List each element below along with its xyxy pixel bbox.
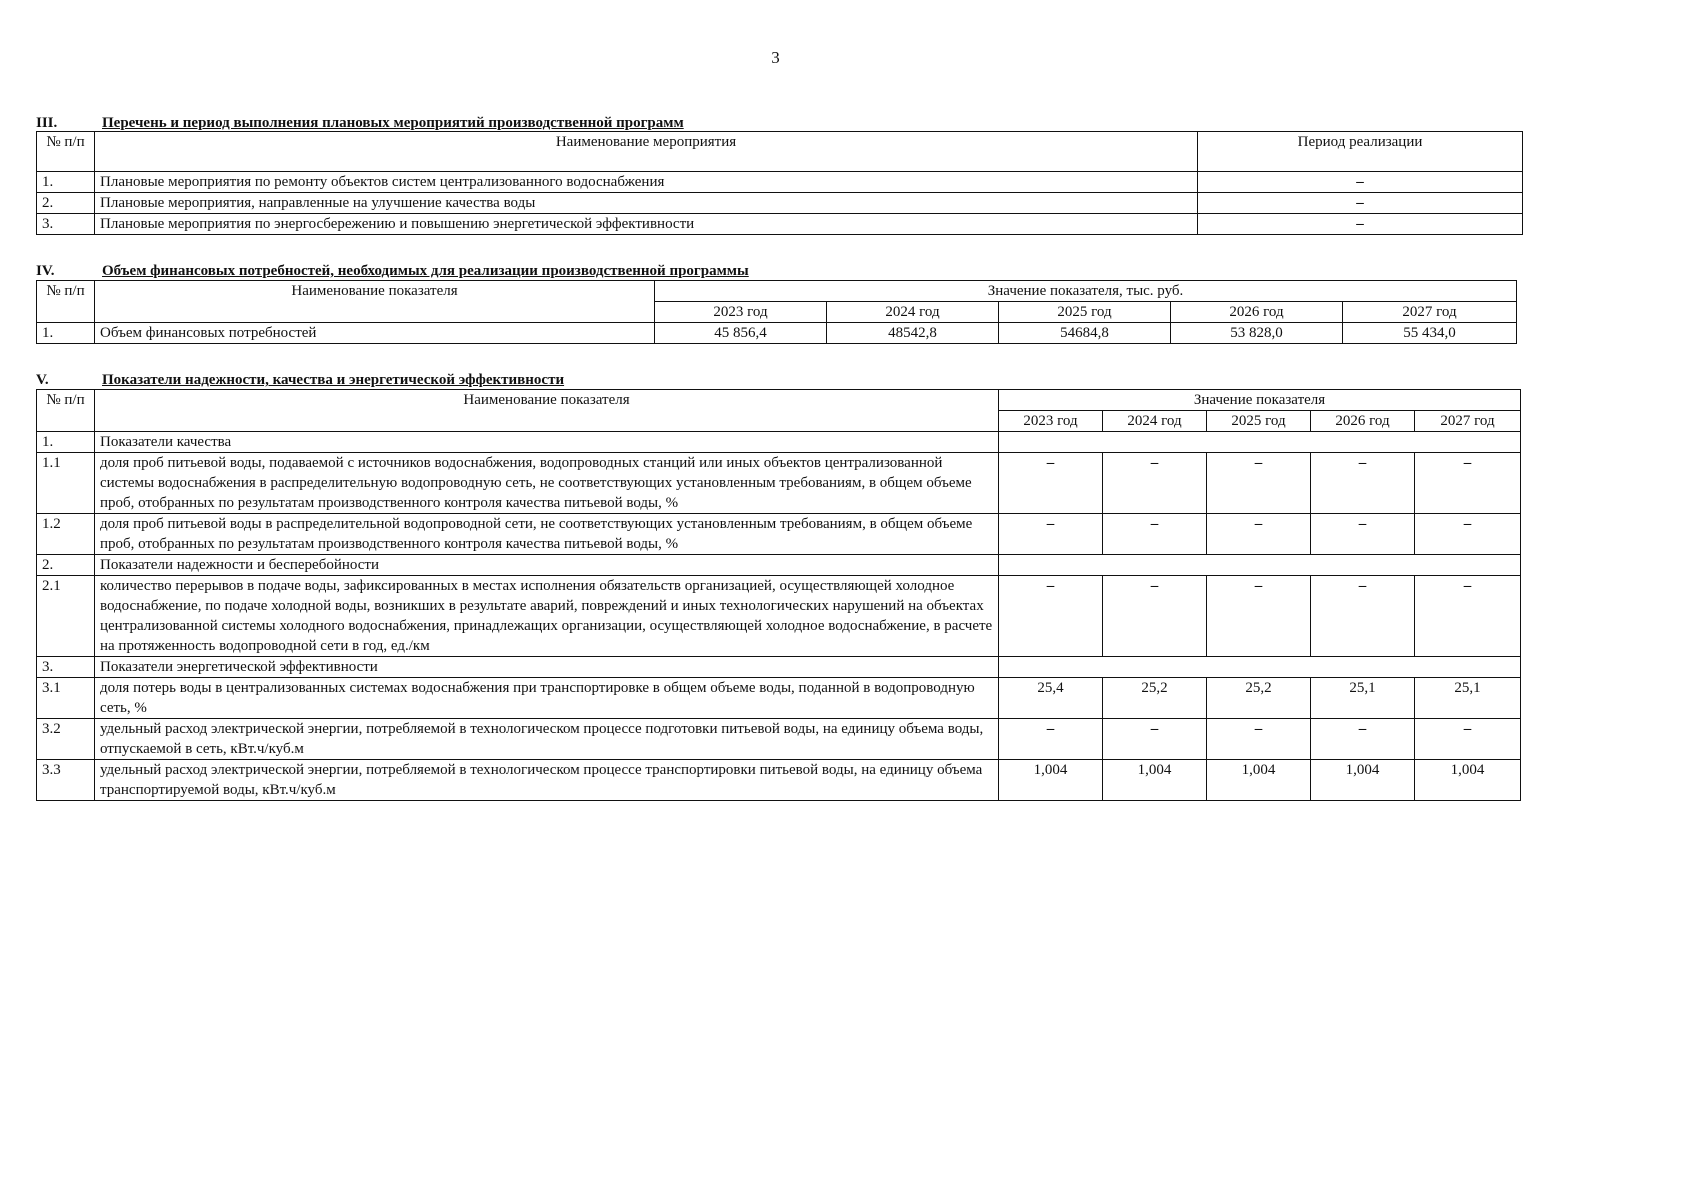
- activity-name: Плановые мероприятия, направленные на улучшение качества воды: [95, 193, 1198, 214]
- value-cell: 25,2: [1103, 678, 1207, 719]
- value-cell: 53 828,0: [1171, 323, 1343, 344]
- header-year: 2025 год: [1207, 411, 1311, 432]
- value-cell: –: [1207, 453, 1311, 514]
- header-indicator-name: Наименование показателя: [95, 390, 999, 432]
- group-values-empty: [999, 432, 1521, 453]
- value-cell: –: [1415, 576, 1521, 657]
- group-row: [37, 555, 1521, 576]
- group-values-empty: [999, 657, 1521, 678]
- header-no: № п/п: [37, 132, 95, 172]
- header-year: 2023 год: [999, 411, 1103, 432]
- indicators-table: [36, 389, 1521, 801]
- row-number: 1.: [37, 172, 95, 193]
- table-row: [37, 193, 1523, 214]
- table-row: [37, 678, 1521, 719]
- value-cell: –: [999, 453, 1103, 514]
- indicator-name: доля потерь воды в централизованных системах водоснабжения при транспортировке в общем объеме воды, поданной в водопроводную сеть, %: [95, 678, 999, 719]
- value-cell: 25,2: [1207, 678, 1311, 719]
- value-cell: 55 434,0: [1343, 323, 1517, 344]
- value-cell: 25,1: [1311, 678, 1415, 719]
- header-year: 2025 год: [999, 302, 1171, 323]
- value-cell: –: [1311, 514, 1415, 555]
- group-values-empty: [999, 555, 1521, 576]
- header-year: 2023 год: [655, 302, 827, 323]
- value-cell: 1,004: [1311, 760, 1415, 801]
- section-4-title: [36, 262, 749, 280]
- value-cell: –: [1207, 576, 1311, 657]
- value-cell: –: [999, 514, 1103, 555]
- indicator-name: количество перерывов в подаче воды, зафиксированных в местах исполнения обязательств организацией, осуществляющей холодное водоснабжение, по подаче холодной воды, возникших в результате аварий, повреждений и иных технологических нарушений на объектах централизованной системы холодного водоснабжения, принадлежащих организации, осуществляющей холодное водоснабжение, в расчете на протяженность водопроводной сети в год, ед./км: [95, 576, 999, 657]
- value-cell: 25,1: [1415, 678, 1521, 719]
- group-row: [37, 432, 1521, 453]
- group-name: Показатели надежности и бесперебойности: [95, 555, 999, 576]
- table-row: [37, 576, 1521, 657]
- header-activity-name: Наименование мероприятия: [95, 132, 1198, 172]
- value-cell: –: [1103, 514, 1207, 555]
- row-number: 2.: [37, 193, 95, 214]
- value-cell: 54684,8: [999, 323, 1171, 344]
- value-cell: 48542,8: [827, 323, 999, 344]
- value-cell: 25,4: [999, 678, 1103, 719]
- value-cell: –: [999, 576, 1103, 657]
- row-number: 3.: [37, 214, 95, 235]
- section-4-number: IV.: [36, 263, 55, 279]
- value-cell: –: [1415, 514, 1521, 555]
- section-5-heading: Показатели надежности, качества и энергетической эффективности: [102, 372, 565, 388]
- header-period: Период реализации: [1198, 132, 1523, 172]
- table-row: [37, 760, 1521, 801]
- value-cell: –: [1311, 719, 1415, 760]
- value-cell: –: [999, 719, 1103, 760]
- row-number: 3.2: [37, 719, 95, 760]
- indicator-name: доля проб питьевой воды в распределительной водопроводной сети, не соответствующих установленным требованиям, в общем объеме проб, отобранных по результатам производственного контроля качества питьевой воды, %: [95, 514, 999, 555]
- table-row: [37, 323, 1517, 344]
- header-year: 2027 год: [1343, 302, 1517, 323]
- row-number: 1.2: [37, 514, 95, 555]
- activities-table: [36, 131, 1523, 235]
- value-cell: –: [1415, 719, 1521, 760]
- value-cell: –: [1103, 719, 1207, 760]
- header-year: 2024 год: [827, 302, 999, 323]
- activity-name: Плановые мероприятия по ремонту объектов систем централизованного водоснабжения: [95, 172, 1198, 193]
- activity-period: –: [1198, 193, 1523, 214]
- value-cell: –: [1415, 453, 1521, 514]
- header-value-group: Значение показателя, тыс. руб.: [655, 281, 1517, 302]
- header-year: 2024 год: [1103, 411, 1207, 432]
- group-name: Показатели качества: [95, 432, 999, 453]
- financial-needs-table: [36, 280, 1517, 344]
- header-no: № п/п: [37, 390, 95, 432]
- table-row: [37, 453, 1521, 514]
- value-cell: –: [1103, 453, 1207, 514]
- indicator-name: удельный расход электрической энергии, потребляемой в технологическом процессе транспортировки питьевой воды, на единицу объема транспортируемой воды, кВт.ч/куб.м: [95, 760, 999, 801]
- table-row: [37, 172, 1523, 193]
- header-no: № п/п: [37, 281, 95, 323]
- indicator-name: удельный расход электрической энергии, потребляемой в технологическом процессе подготовки питьевой воды, на единицу объема воды, отпускаемой в сеть, кВт.ч/куб.м: [95, 719, 999, 760]
- value-cell: 1,004: [1207, 760, 1311, 801]
- activity-period: –: [1198, 214, 1523, 235]
- group-row: [37, 657, 1521, 678]
- header-value-group: Значение показателя: [999, 390, 1521, 411]
- section-3-title: [36, 114, 684, 132]
- activity-period: –: [1198, 172, 1523, 193]
- value-cell: –: [1207, 719, 1311, 760]
- indicator-name: Объем финансовых потребностей: [95, 323, 655, 344]
- row-number: 1.: [37, 432, 95, 453]
- row-number: 1.1: [37, 453, 95, 514]
- header-indicator-name: Наименование показателя: [95, 281, 655, 323]
- value-cell: 45 856,4: [655, 323, 827, 344]
- row-number: 3.3: [37, 760, 95, 801]
- section-5-number: V.: [36, 372, 49, 388]
- row-number: 2.: [37, 555, 95, 576]
- row-number: 3.: [37, 657, 95, 678]
- value-cell: –: [1311, 453, 1415, 514]
- section-4-heading: Объем финансовых потребностей, необходимых для реализации производственной программы: [102, 263, 749, 279]
- page-number: 3: [771, 48, 780, 67]
- value-cell: 1,004: [999, 760, 1103, 801]
- value-cell: –: [1311, 576, 1415, 657]
- section-5-title: [36, 371, 564, 389]
- value-cell: 1,004: [1103, 760, 1207, 801]
- row-number: 3.1: [37, 678, 95, 719]
- activity-name: Плановые мероприятия по энергосбережению и повышению энергетической эффективности: [95, 214, 1198, 235]
- table-row: [37, 214, 1523, 235]
- row-number: 1.: [37, 323, 95, 344]
- group-name: Показатели энергетической эффективности: [95, 657, 999, 678]
- header-year: 2027 год: [1415, 411, 1521, 432]
- header-year: 2026 год: [1311, 411, 1415, 432]
- indicator-name: доля проб питьевой воды, подаваемой с источников водоснабжения, водопроводных станций или иных объектов централизованной системы водоснабжения в распределительную водопроводную сеть, не соответствующих установленным требованиям, в общем объеме проб, отобранных по результатам производственного контроля качества питьевой воды, %: [95, 453, 999, 514]
- section-3-number: III.: [36, 115, 58, 131]
- header-year: 2026 год: [1171, 302, 1343, 323]
- row-number: 2.1: [37, 576, 95, 657]
- table-row: [37, 719, 1521, 760]
- section-3-heading: Перечень и период выполнения плановых мероприятий производственной программ: [102, 115, 684, 131]
- value-cell: –: [1103, 576, 1207, 657]
- table-row: [37, 514, 1521, 555]
- value-cell: 1,004: [1415, 760, 1521, 801]
- value-cell: –: [1207, 514, 1311, 555]
